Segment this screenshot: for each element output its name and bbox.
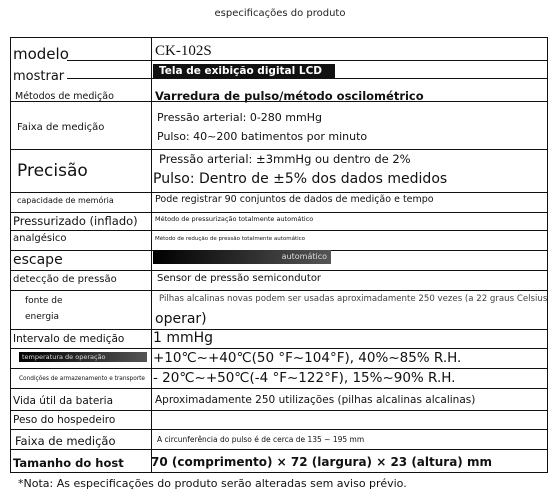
value-memory: Pode registrar 90 conjuntos de dados de medição e tempo <box>155 194 434 205</box>
label-host-size: Tamanho do host <box>13 456 124 470</box>
row-divider <box>11 329 547 330</box>
row-divider <box>11 429 547 430</box>
row-divider <box>67 78 547 79</box>
row-divider <box>11 449 547 450</box>
value-escape: automático <box>153 250 331 264</box>
label-memory: capacidade de memória <box>17 196 114 205</box>
value-interval: 1 mmHg <box>153 330 214 346</box>
value-storage: - 20℃~+50℃(-4 °F~122°F), 15%~90% R.H. <box>153 370 456 386</box>
row-divider <box>11 368 547 369</box>
row-divider <box>11 410 547 411</box>
value-detection: Sensor de pressão semicondutor <box>157 273 322 284</box>
label-pressurized: Pressurizado (inflado) <box>13 214 138 228</box>
row-divider <box>67 60 547 61</box>
row-divider <box>11 192 547 193</box>
label-range: Faixa de medição <box>17 122 105 133</box>
spec-table <box>10 37 548 473</box>
value-accuracy-1: Pressão arterial: ±3mmHg ou dentro de 2% <box>159 152 411 166</box>
value-cuff-range: A circunferência do pulso é de cerca de 135 ~ 195 mm <box>157 435 365 444</box>
row-divider <box>11 388 547 389</box>
row-divider <box>11 149 547 150</box>
label-model: modelo <box>13 45 69 63</box>
row-divider <box>11 212 547 213</box>
label-method: Métodos de medição <box>15 91 114 102</box>
row-divider <box>11 290 547 291</box>
label-battery: Vida útil da bateria <box>13 395 114 407</box>
label-cuff-range: Faixa de medição <box>15 434 116 448</box>
value-power-1: Pilhas alcalinas novas podem ser usadas aproximadamente 250 vezes (a 22 graus Celsius <box>159 294 548 304</box>
page-title: especificações do produto <box>214 8 346 19</box>
value-analgesic: Método de redução de pressão totalmente automático <box>155 236 306 242</box>
row-divider <box>11 270 547 271</box>
column-divider <box>151 38 152 472</box>
value-power-2: operar) <box>155 311 207 327</box>
row-divider <box>11 230 547 231</box>
label-display: mostrar <box>13 69 65 84</box>
label-analgesic: analgésico <box>13 233 67 244</box>
label-power-2: energia <box>25 312 60 322</box>
value-pressurized: Método de pressurização totalmente automático <box>155 215 314 223</box>
value-display: Tela de exibição digital LCD <box>153 64 335 78</box>
value-method: Varredura de pulso/método oscilométrico <box>155 89 424 103</box>
value-accuracy-2: Pulso: Dentro de ±5% dos dados medidos <box>153 171 448 187</box>
value-battery: Aproximadamente 250 utilizações (pilhas alcalinas alcalinas) <box>155 394 476 406</box>
value-range-1: Pressão arterial: 0-280 mmHg <box>157 111 322 124</box>
label-storage: Condições de armazenamento e transporte <box>19 376 145 382</box>
label-escape: escape <box>13 252 63 268</box>
label-detection: detecção de pressão <box>13 274 117 285</box>
value-model: CK-102S <box>155 43 212 59</box>
value-operating: +10℃~+40℃(50 °F~104°F), 40%~85% R.H. <box>153 350 462 366</box>
value-host-size: 70 (comprimento) × 72 (largura) × 23 (altura) mm <box>151 455 492 469</box>
label-host-weight: Peso do hospedeiro <box>13 414 116 426</box>
label-interval: Intervalo de medição <box>13 333 125 345</box>
label-accuracy: Precisão <box>17 161 88 181</box>
row-divider <box>11 348 547 349</box>
label-power-1: fonte de <box>25 296 63 306</box>
footnote: *Nota: As especificações do produto serão alteradas sem aviso prévio. <box>18 477 407 490</box>
label-operating: temperatura de operação <box>19 352 147 362</box>
value-range-2: Pulso: 40~200 batimentos por minuto <box>157 130 368 143</box>
